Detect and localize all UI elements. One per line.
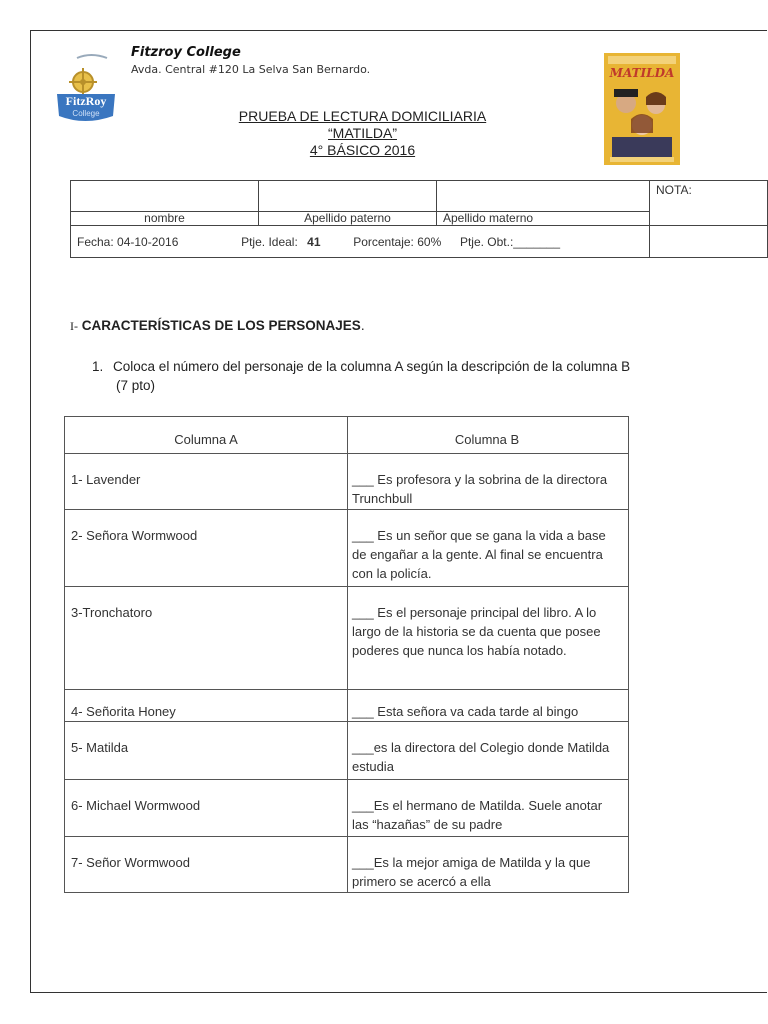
column-a-item: 4- Señorita Honey: [65, 690, 348, 722]
ptje-ideal-value: 41: [307, 234, 321, 249]
apellido-paterno-field[interactable]: [259, 181, 437, 212]
nombre-label: nombre: [71, 212, 259, 226]
ptje-obt[interactable]: Ptje. Obt.:_______: [459, 234, 561, 249]
fecha: Fecha: 04-10-2016: [77, 234, 179, 249]
column-a-header: Columna A: [65, 417, 348, 454]
nombre-field[interactable]: [71, 181, 259, 212]
ptje-ideal-label: Ptje. Ideal:: [241, 234, 298, 249]
svg-text:FitzRoy: FitzRoy: [65, 94, 107, 108]
school-name: Fitzroy College: [131, 45, 241, 60]
column-a-item: 1- Lavender: [65, 454, 348, 510]
matilda-poster: [604, 53, 680, 165]
column-b-item[interactable]: ___ Esta señora va cada tarde al bingo: [348, 690, 629, 722]
school-logo: [55, 50, 119, 126]
book-title: “MATILDA”: [328, 125, 397, 141]
section-title: I- CARACTERÍSTICAS DE LOS PERSONAJES.: [70, 318, 365, 333]
column-a-item: 7- Señor Wormwood: [65, 837, 348, 893]
column-b-item[interactable]: ___ Es un señor que se gana la vida a base de engañar a la gente. Al final se encuentra con la policía.: [348, 510, 629, 587]
column-b-item[interactable]: ___Es la mejor amiga de Matilda y la que primero se acercó a ella: [348, 837, 629, 893]
porcentaje: Porcentaje: 60%: [353, 234, 442, 249]
svg-text:College: College: [72, 109, 100, 118]
score-row: [71, 226, 650, 258]
column-a-item: 5- Matilda: [65, 722, 348, 780]
svg-text:MATILDA: MATILDA: [609, 66, 675, 80]
column-b-item[interactable]: ___ Es profesora y la sobrina de la directora Trunchbull: [348, 454, 629, 510]
nota-cell[interactable]: [650, 181, 768, 226]
school-address: Avda. Central #120 La Selva San Bernardo.: [131, 63, 371, 76]
test-title: PRUEBA DE LECTURA DOMICILIARIA: [238, 108, 487, 124]
instruction: 1. Coloca el número del personaje de la columna A según la descripción de la columna B (7 pto): [92, 359, 631, 393]
column-b-item[interactable]: ___Es el hermano de Matilda. Suele anotar las “hazañas” de su padre: [348, 780, 629, 837]
student-info-table: [70, 180, 768, 258]
column-a-item: 2- Señora Wormwood: [65, 510, 348, 587]
column-b-item[interactable]: ___ Es el personaje principal del libro. A lo largo de la historia se da cuenta que posee poderes que nunca los había notado.: [348, 587, 629, 690]
nota-label: NOTA:: [656, 183, 692, 197]
apellido-materno-label: Apellido materno: [437, 212, 650, 226]
grade-year: 4° BÁSICO 2016: [309, 142, 416, 158]
column-a-item: 6- Michael Wormwood: [65, 780, 348, 837]
column-b-item[interactable]: ___es la directora del Colegio donde Matilda estudia: [348, 722, 629, 780]
column-b-header: Columna B: [348, 417, 629, 454]
nota-value-cell[interactable]: [650, 226, 768, 258]
apellido-materno-field[interactable]: [437, 181, 650, 212]
column-a-item: 3-Tronchatoro: [65, 587, 348, 690]
matching-table: [64, 416, 629, 893]
apellido-paterno-label: Apellido paterno: [259, 212, 437, 226]
